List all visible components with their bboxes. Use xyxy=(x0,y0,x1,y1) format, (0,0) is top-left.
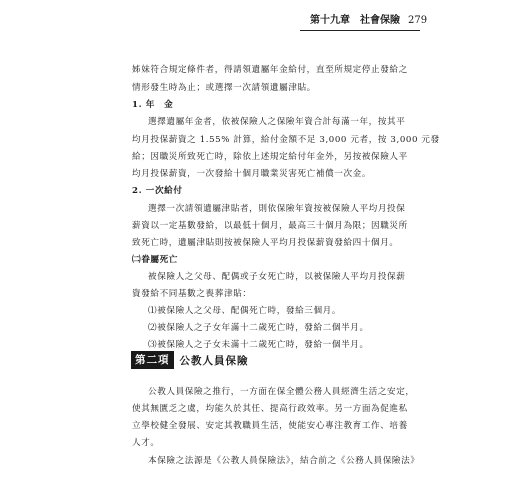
body-line: 使其無匱乏之虞，均能久於其任、提高行政效率。另一方面為促進私 xyxy=(132,404,408,414)
body-line: 資發給不同基數之喪葬津貼： xyxy=(132,289,252,299)
body-line: 給；因職災所致死亡時，除依上述規定給付年金外，另按被保險人平 xyxy=(132,152,408,162)
body-line: 姊妹符合規定條件者，得請領遺屬年金給付，直至所規定停止發給之 xyxy=(132,65,408,75)
list-item: ⑵被保險人之子女年滿十二歲死亡時，發給二個半月。 xyxy=(148,323,369,333)
running-header xyxy=(310,14,430,28)
body-line: 選擇一次請領遺屬津貼者，則依保險年資按被保險人平均月投保 xyxy=(148,204,406,214)
body-line: 人才。 xyxy=(132,438,160,448)
body-line: 薪資以一定基數發給，以最低十個月，最高三十個月為限；因職災所 xyxy=(132,221,408,231)
body-line: 立學校健全發展、安定其教職員生活，使能安心專注教育工作、培養 xyxy=(132,421,408,431)
list-item: ⑶被保險人之子女未滿十二歲死亡時，發給一個半月。 xyxy=(148,340,369,350)
section-tag: 第二項 xyxy=(131,351,174,369)
subsection-heading-dependent-death: ㈡眷屬死亡 xyxy=(132,255,178,265)
body-line: 本保險之法源是《公教人員保險法》，結合前之《公務人員保險法》 xyxy=(148,456,420,466)
body-line: 選擇遺屬年金者，依被保險人之保險年資合計每滿一年，按其平 xyxy=(148,117,406,127)
body-line: 均月投保薪資之 1.55% 計算，給付金額不足 3,000 元者，按 3,000 元發 xyxy=(132,135,440,145)
body-line: 致死亡時，遺屬津貼則按被保險人平均月投保薪資發給四十個月。 xyxy=(132,238,399,248)
body-line: 情形發生時為止；或選擇一次請領遺屬津貼。 xyxy=(132,83,316,93)
section-heading xyxy=(131,350,249,370)
body-line: 被保險人之父母、配偶或子女死亡時，以被保險人平均月投保薪 xyxy=(148,272,406,282)
header-rule xyxy=(300,30,420,31)
body-line: 均月投保薪資，一次發給十個月職業災害死亡補償一次金。 xyxy=(132,169,372,179)
subsection-heading-lump-sum: 2. 一次給付 xyxy=(132,186,183,196)
chapter-title: 第十九章 社會保險 xyxy=(310,15,400,26)
list-item: ⑴被保險人之父母、配偶死亡時，發給三個月。 xyxy=(148,306,342,316)
body-line: 公教人員保險之推行，一方面在保全體公務人員經濟生活之安定， xyxy=(148,387,415,397)
page-number: 279 xyxy=(408,15,428,26)
subsection-heading-pension: 1. 年 金 xyxy=(132,100,174,110)
section-title: 公教人員保險 xyxy=(179,354,249,367)
